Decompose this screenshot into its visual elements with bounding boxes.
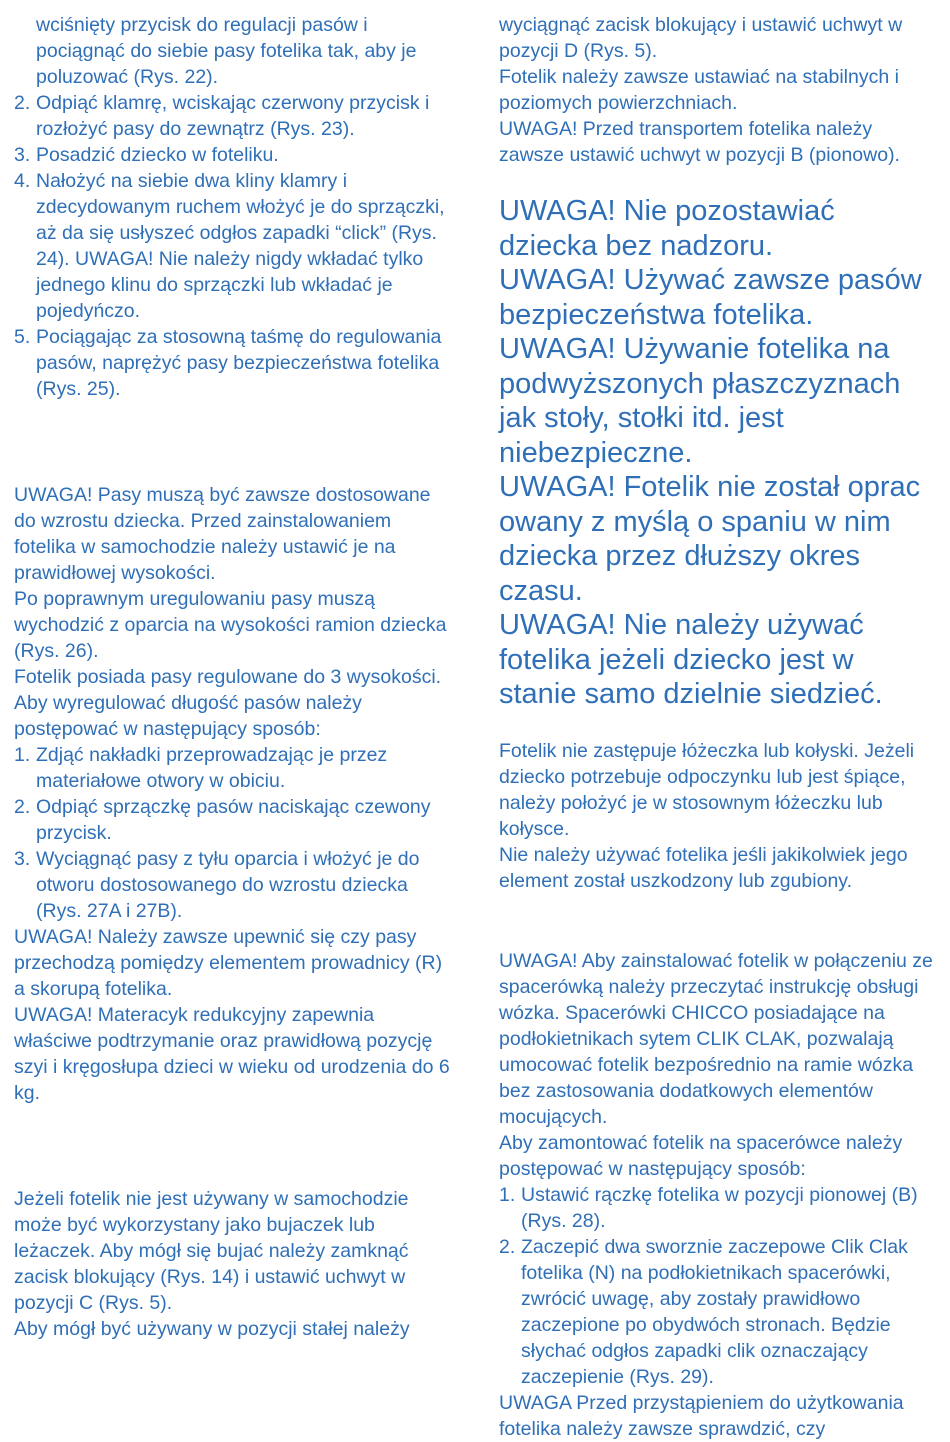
paragraph: UWAGA! Materacyk redukcyjny zapewnia właściwe podtrzymanie oraz prawidłową pozycję szyi i kręgosłupa dzieci w wieku od urodzenia do 6 kg. (14, 1004, 450, 1104)
warnings-block (499, 194, 935, 712)
stroller-steps-list (499, 1182, 935, 1390)
paragraph: Aby zamontować fotelik na spacerówce należy postępować w następujący sposób: (499, 1131, 903, 1180)
right-column (499, 12, 935, 1442)
paragraph: wyciągnąć zacisk blokujący i ustawić uchwyt w pozycji D (Rys. 5). (499, 14, 903, 62)
warning-text: UWAGA! Używanie fotelika na podwyższonych płaszczyznach jak stoły, stołki itd. jest niebezpieczne. (499, 333, 901, 469)
list-item: 3. Wyciągnąć pasy z tyłu oparcia i włożyć je do otworu dostosowanego do wzrostu dziecka (Rys. 27A i 27B). (14, 848, 420, 922)
continued-step-text: wciśnięty przycisk do regulacji pasów i pociągnąć do siebie pasy fotelika tak, aby je poluzować (Rys. 22). (36, 14, 417, 88)
paragraph: Jeżeli fotelik nie jest używany w samochodzie może być wykorzystany jako bujaczek lub leżaczek. Aby mógł się bujać należy zamknąć zacisk blokujący (Rys. 14) i ustawić uchwyt w pozycji C (Rys. 5). (14, 1188, 409, 1314)
paragraph: UWAGA! Pasy muszą być zawsze dostosowane do wzrostu dziecka. Przed zainstalowaniem fotelika w samochodzie należy ustawić je na prawidłowej wysokości. (14, 484, 431, 584)
warning-text: UWAGA! Fotelik nie został oprac owany z myślą o spaniu w nim dziecka przez dłuższy okres czasu. (499, 471, 921, 607)
buckle-steps-list (14, 90, 450, 402)
list-item: 5. Pociągając za stosowną taśmę do regulowania pasów, naprężyć pasy bezpieczeństwa fotelika (Rys. 25). (14, 326, 442, 400)
paragraph: UWAGA Przed przystąpieniem do użytkowania fotelika należy zawsze sprawdzić, czy (499, 1391, 904, 1440)
paragraph: Fotelik posiada pasy regulowane do 3 wysokości. (14, 666, 442, 688)
list-item: 1. Ustawić rączkę fotelika w pozycji pionowej (B) (Rys. 28). (499, 1183, 918, 1232)
list-item: 4. Nałożyć na siebie dwa kliny klamry i zdecydowanym ruchem włożyć je do sprzączki, aż da się usłyszeć odgłos zapadki “click” (Rys. 24). UWAGA! Nie należy nigdy wkładać tylko jednego klinu do sprzączki lub wkładać je pojedyńczo. (14, 170, 445, 322)
list-item: 1. Zdjąć nakładki przeprowadzając je przez materiałowe otwory w obiciu. (14, 744, 388, 792)
list-item: 2. Odpiąć klamrę, wciskając czerwony przycisk i rozłożyć pasy do zewnątrz (Rys. 23). (14, 92, 430, 140)
paragraph: UWAGA! Należy zawsze upewnić się czy pasy przechodzą pomiędzy elementem prowadnicy (R) a skorupą fotelika. (14, 926, 443, 1000)
warning-text: UWAGA! Używać zawsze pasów bezpieczeństwa fotelika. (499, 264, 922, 331)
paragraph: Aby mógł być używany w pozycji stałej należy (14, 1318, 410, 1340)
paragraph: Fotelik nie zastępuje łóżeczka lub kołyski. Jeżeli dziecko potrzebuje odpoczynku lub jest śpiące, należy położyć je w stosownym łóżeczku lub kołysce. (499, 739, 915, 840)
belt-steps-list (14, 742, 450, 924)
paragraph: Aby wyregulować długość pasów należy postępować w następujący sposób: (14, 692, 362, 740)
paragraph: Fotelik należy zawsze ustawiać na stabilnych i poziomych powierzchniach. (499, 66, 899, 114)
warning-text: UWAGA! Nie pozostawiać dziecka bez nadzoru. (499, 195, 835, 262)
paragraph: UWAGA! Aby zainstalować fotelik w połączeniu ze spacerówką należy przeczytać instrukcję obsługi wózka. Spacerówki CHICCO posiadające na podłokietnikach sytem CLIK CLAK, pozwalają umocować fotelik bezpośrednio na ramie wózka bez zastosowania dodatkowych elementów mocujących. (499, 949, 933, 1128)
left-column (14, 12, 450, 1342)
warning-text: UWAGA! Nie należy używać fotelika jeżeli dziecko jest w stanie samo dzielnie siedzieć. (499, 609, 883, 710)
list-item: 2. Odpiąć sprzączkę pasów naciskając czewony przycisk. (14, 796, 431, 844)
paragraph: UWAGA! Przed transportem fotelika należy zawsze ustawić uchwyt w pozycji B (pionowo). (499, 118, 900, 166)
list-item: 2. Zaczepić dwa sworznie zaczepowe Clik Clak fotelika (N) na podłokietnikach spacerówki, zwrócić uwagę, aby zostały prawidłowo zaczepione po obydwóch stronach. Będzie słychać odgłos zapadki clik oznaczający zaczepienie (Rys. 29). (499, 1235, 908, 1388)
paragraph: Po poprawnym uregulowaniu pasy muszą wychodzić z oparcia na wysokości ramion dziecka (Rys. 26). (14, 588, 447, 662)
list-item: 3. Posadzić dziecko w foteliku. (14, 144, 279, 166)
paragraph: Nie należy używać fotelika jeśli jakikolwiek jego element został uszkodzony lub zgubiony. (499, 843, 908, 892)
